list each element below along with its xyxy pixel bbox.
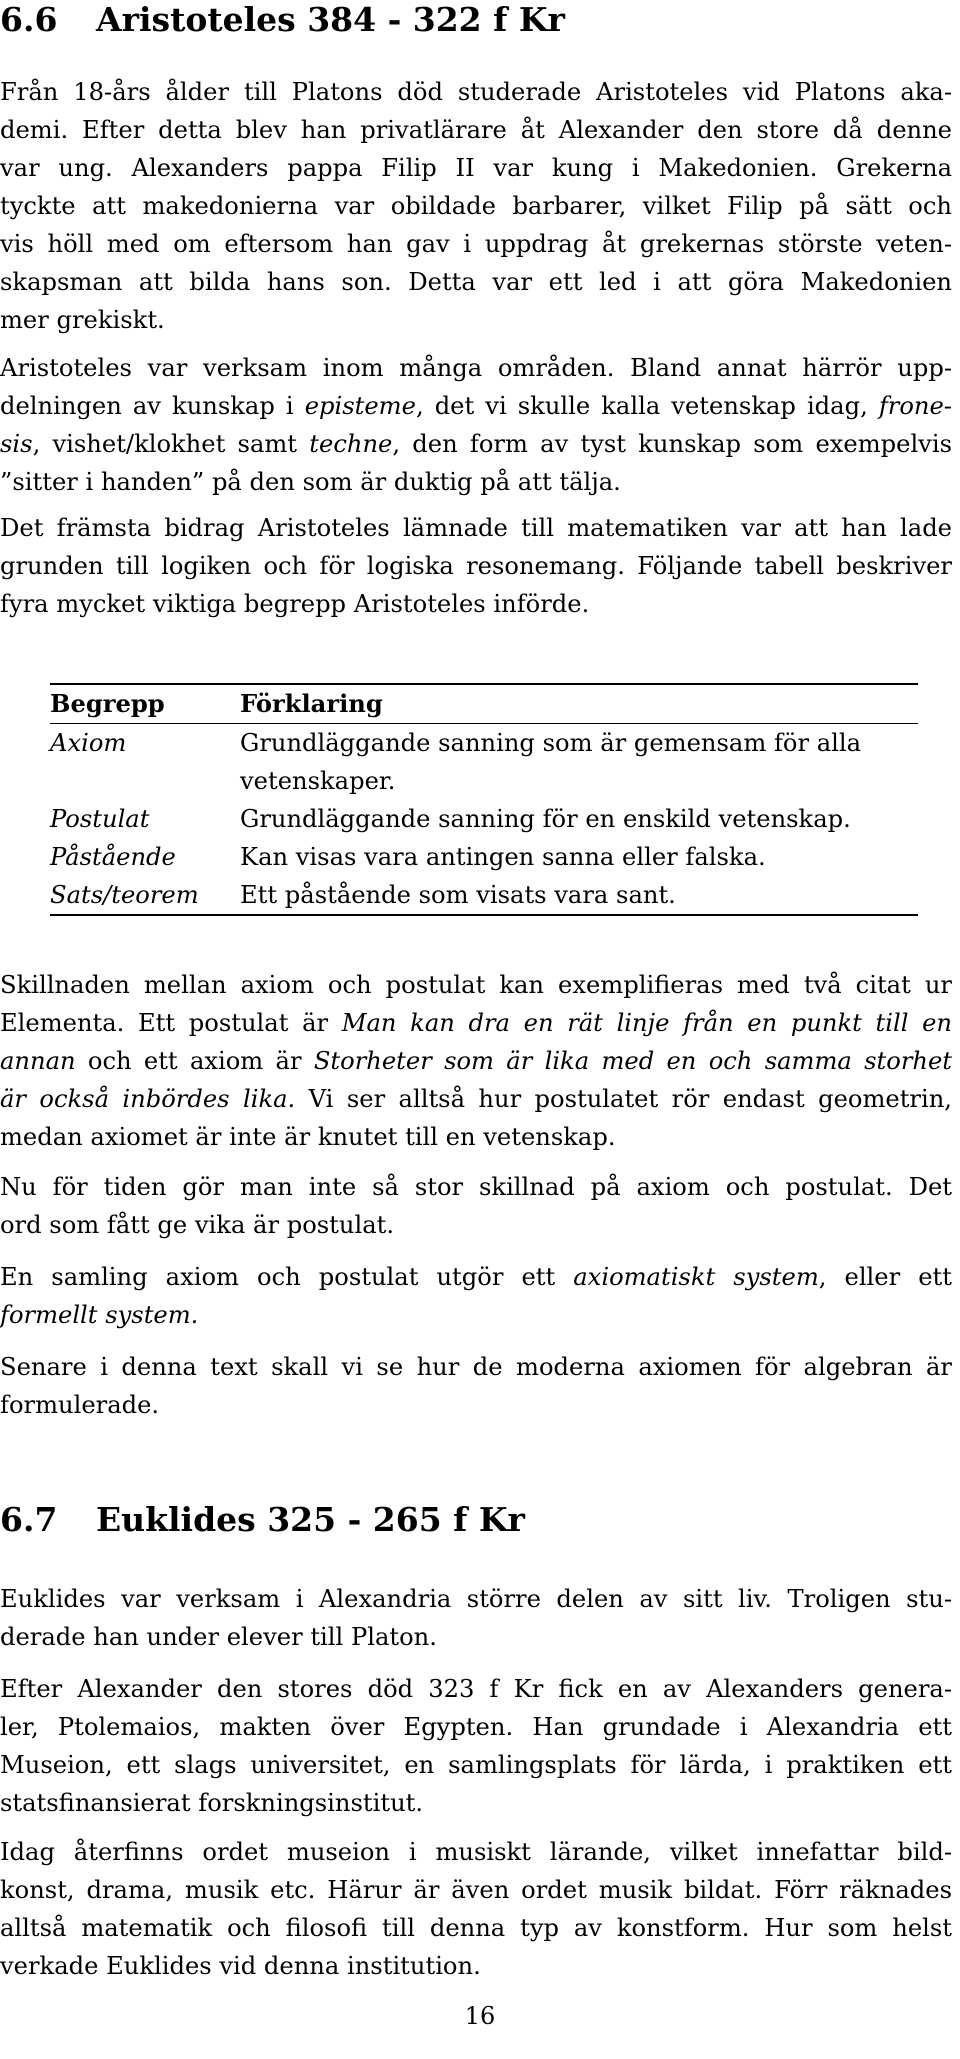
text-line [0, 1258, 952, 1296]
quote-postulate: Man kan dra en rät linje från en punkt till en [341, 1009, 953, 1037]
term-formal-system: formellt system. [0, 1301, 199, 1329]
text-line: grunden till logiken och för logiska resonemang. Följande tabell beskriver [0, 552, 952, 580]
text-fragment: Elementa. Ett postulat är [0, 1009, 342, 1037]
term-cell: Postulat [50, 805, 150, 833]
text-line: Senare i denna text skall vi se hur de moderna axiomen för algebran är [0, 1353, 952, 1381]
text-line [0, 1296, 952, 1334]
text-line: ler, Ptolemaios, makten över Egypten. Han grundade i Alexandria ett [0, 1713, 952, 1741]
text-fragment: , den form av tyst kunskap som exempelvis [392, 430, 952, 458]
text-fragment: och ett axiom är [75, 1047, 314, 1075]
text-line: Aristoteles var verksam inom många områden. Bland annat härrör upp- [0, 354, 952, 382]
term-axiomatic-system: axiomatiskt system [573, 1263, 819, 1291]
text-line: medan axiomet är inte är knutet till en vetenskap. [0, 1123, 616, 1151]
text-line [0, 425, 952, 463]
text-fragment: , eller ett [818, 1263, 952, 1291]
definition-cell: Ett påstående som visats vara sant. [240, 881, 676, 909]
section-title: Euklides 325 - 265 f Kr [96, 1500, 525, 1539]
text-line: var ung. Alexanders pappa Filip II var kung i Makedonien. Grekerna [0, 154, 952, 182]
term-cell: Axiom [50, 729, 127, 757]
paragraph-aristoteles-math [0, 509, 952, 623]
text-line: konst, drama, musik etc. Härur är även ordet musik bildat. Förr räknades [0, 1876, 952, 1904]
concepts-table [50, 683, 918, 916]
text-line: ord som fått ge vika är postulat. [0, 1211, 395, 1239]
text-line: tyckte att makedonierna var obildade barbarer, vilket Filip på sätt och [0, 192, 952, 220]
paragraph-modern-axioms [0, 1348, 952, 1424]
table-row [50, 800, 918, 838]
paragraph-euklides-alexandria [0, 1580, 952, 1656]
term-fronesis: frone- [878, 392, 952, 420]
section-number: 6.6 [0, 0, 58, 39]
text-line: mer grekiskt. [0, 306, 165, 334]
section-number: 6.7 [0, 1500, 58, 1539]
term-cell: Påstående [50, 843, 176, 871]
paragraph-axiom-postulat-example [0, 966, 952, 1156]
text-line: Efter Alexander den stores död 323 f Kr fick en av Alexanders genera- [0, 1675, 952, 1703]
text-line: fyra mycket viktiga begrepp Aristoteles införde. [0, 590, 590, 618]
definition-text: vetenskaper. [240, 767, 396, 795]
table-row [50, 838, 918, 876]
text-line: demi. Efter detta blev han privatlärare åt Alexander den store då denne [0, 116, 952, 144]
text-fragment: En samling axiom och postulat utgör ett [0, 1263, 574, 1291]
text-fragment: delningen av kunskap i [0, 392, 305, 420]
text-line: statsfinansierat forskningsinstitut. [0, 1789, 424, 1817]
quote-axiom-end: är också inbördes lika. [0, 1085, 296, 1113]
text-line: Museion, ett slags universitet, en samlingsplats för lärda, i praktiken ett [0, 1751, 952, 1779]
paragraph-aristoteles-areas [0, 349, 952, 501]
text-line: Euklides var verksam i Alexandria större delen av sitt liv. Troligen stu- [0, 1585, 952, 1613]
text-line: Det främsta bidrag Aristoteles lämnade till matematiken var att han lade [0, 514, 952, 542]
text-line [0, 1042, 952, 1080]
text-line: alltså matematik och filosofi till denna typ av konstform. Hur som helst [0, 1914, 952, 1942]
paragraph-music [0, 1833, 952, 1985]
paragraph-museion [0, 1670, 952, 1822]
definition-cell [240, 724, 918, 801]
term-fronesis-end: sis [0, 430, 33, 458]
column-header-term: Begrepp [50, 689, 165, 718]
text-line: ”sitter i handen” på den som är duktig på att tälja. [0, 468, 621, 496]
table-row [50, 876, 918, 915]
text-line: Nu för tiden gör man inte så stor skillnad på axiom och postulat. Det [0, 1173, 952, 1201]
term-techne: techne [309, 430, 393, 458]
text-fragment: , vishet/klokhet samt [32, 430, 310, 458]
section-heading-aristoteles [0, 0, 565, 40]
text-line: vis höll med om eftersom han gav i uppdrag åt grekernas störste veten- [0, 230, 952, 258]
text-line: Skillnaden mellan axiom och postulat kan exemplifieras med två citat ur [0, 971, 952, 999]
quote-axiom: Storheter som är lika med en och samma storhet [313, 1047, 952, 1075]
text-line: Från 18-års ålder till Platons död studerade Aristoteles vid Platons aka- [0, 78, 952, 106]
section-title: Aristoteles 384 - 322 f Kr [96, 0, 565, 39]
section-heading-euklides [0, 1500, 525, 1540]
text-line [0, 1080, 952, 1118]
text-line: derade han under elever till Platon. [0, 1623, 437, 1651]
term-cell: Sats/teorem [50, 881, 199, 909]
text-line [0, 387, 952, 425]
paragraph-aristoteles-intro [0, 73, 952, 339]
text-line: skapsman att bilda hans son. Detta var ett led i att göra Makedonien [0, 268, 952, 296]
paragraph-axiomatic-system [0, 1258, 952, 1334]
quote-postulate-end: annan [0, 1047, 76, 1075]
paragraph-nowadays [0, 1168, 952, 1244]
definition-cell: Grundläggande sanning för en enskild vetenskap. [240, 805, 851, 833]
text-line: verkade Euklides vid denna institution. [0, 1952, 481, 1980]
table-header-row [50, 684, 918, 724]
text-line: formulerade. [0, 1391, 160, 1419]
table-row [50, 724, 918, 801]
definition-text: Grundläggande sanning som är gemensam för alla [240, 729, 862, 757]
page-number: 16 [464, 2002, 496, 2030]
text-fragment: Vi ser alltså hur postulatet rör endast geometrin, [295, 1085, 952, 1113]
term-episteme: episteme [304, 392, 416, 420]
text-line [0, 1004, 952, 1042]
text-fragment: , det vi skulle kalla vetenskap idag, [415, 392, 879, 420]
column-header-explanation: Förklaring [240, 689, 383, 718]
definition-cell: Kan visas vara antingen sanna eller falska. [240, 843, 766, 871]
text-line: Idag återfinns ordet museion i musiskt lärande, vilket innefattar bild- [0, 1838, 952, 1866]
